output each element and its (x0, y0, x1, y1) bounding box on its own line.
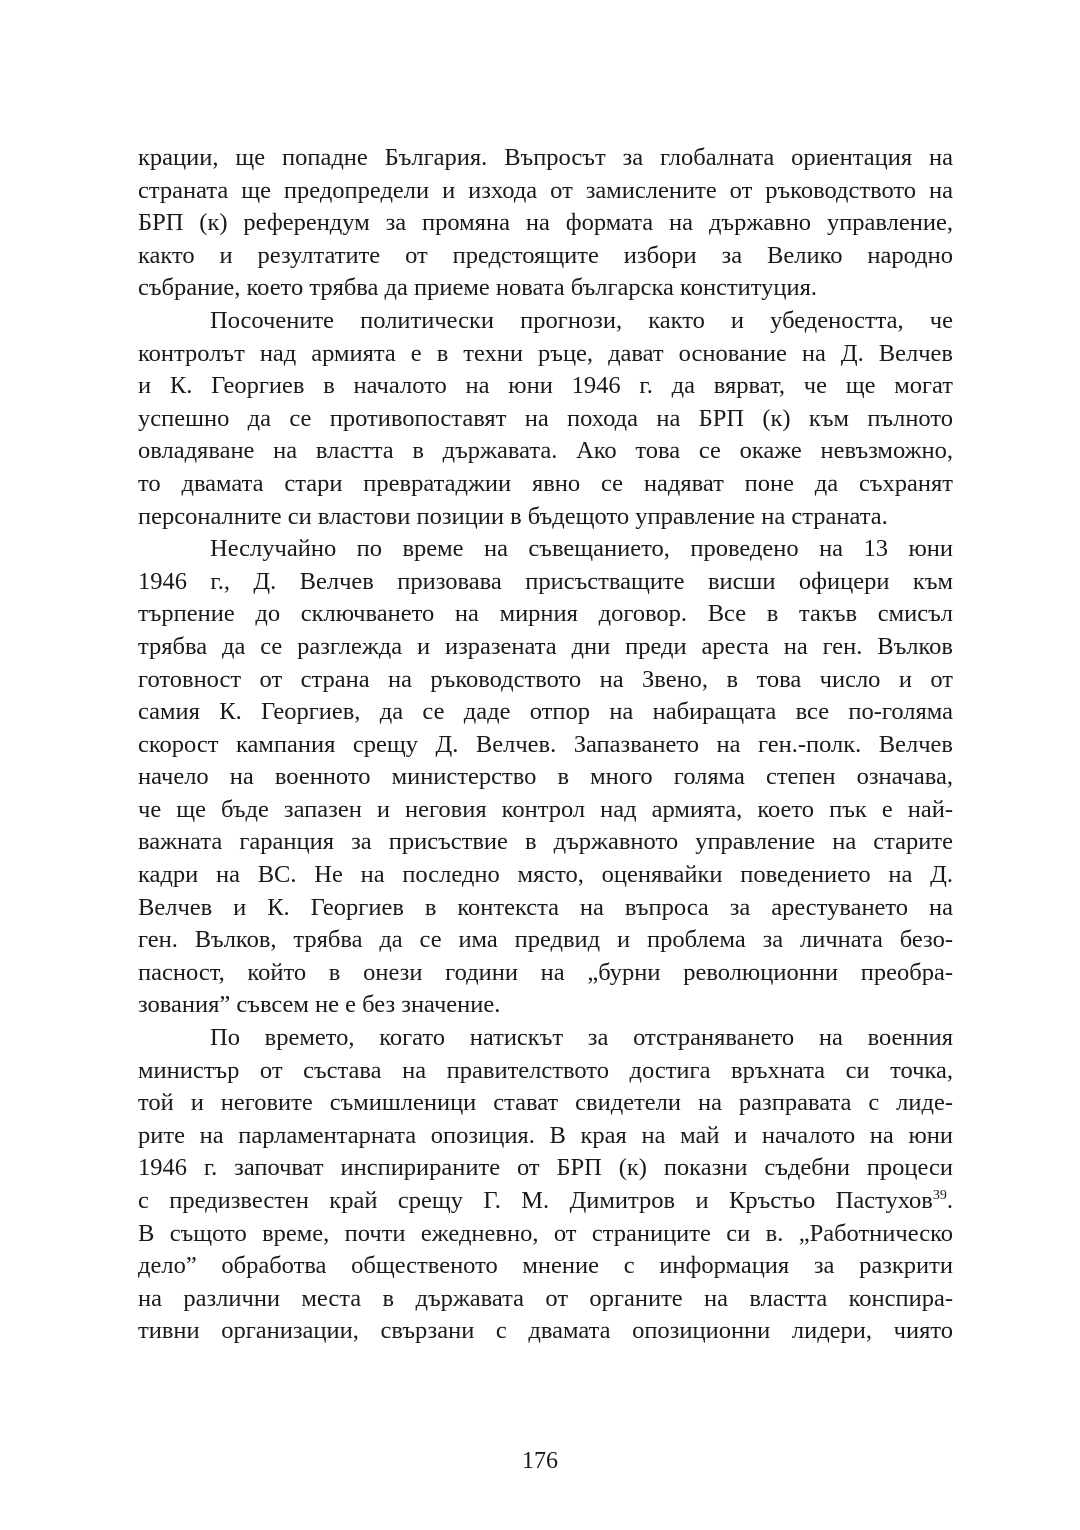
text-line: страната ще предопредели и изхода от замислените от ръководството на (138, 176, 953, 204)
text-line: самия К. Георгиев, да се даде отпор на набиращата все по-голяма (138, 698, 953, 726)
text-line: министър от състава на правителството достига връхната си точка, (138, 1056, 953, 1084)
text-line: събрание, което трябва да приеме новата българска конституция. (138, 274, 818, 302)
page-number: 176 (522, 1448, 558, 1474)
paragraph-first-line: По времето, когато натискът за отстраняването на военния (210, 1024, 953, 1052)
text-line: контролът над армията е в техни ръце, дават основание на Д. Велчев (138, 339, 953, 367)
text-line: рите на парламентарната опозиция. В края на май и началото на юни (138, 1121, 953, 1149)
text-line: БРП (к) референдум за промяна на формата на държавно управление, (138, 209, 953, 237)
text-line: на различни места в държавата от органите на властта конспира- (138, 1284, 953, 1312)
text-line: трябва да се разглежда и изразената дни преди ареста на ген. Вълков (138, 632, 953, 660)
text-line: че ще бъде запазен и неговия контрол над армията, което пък е най- (138, 795, 953, 823)
text-line: Велчев и К. Георгиев в контекста на въпроса за арестуването на (138, 893, 953, 921)
text-line: пасност, който в онези години на „бурни революционни преобра- (138, 958, 953, 986)
sentence-period: . (946, 1187, 953, 1214)
paragraph-first-line: Неслучайно по време на съвещанието, проведено на 13 юни (210, 535, 953, 563)
text-line: В същото време, почти ежедневно, от страниците си в. „Работническо (138, 1219, 953, 1247)
footnote-reference: 39 (932, 1188, 947, 1203)
text-line: дело” обработва общественото мнение с информация за разкрити (138, 1252, 953, 1280)
text-line: той и неговите съмишленици стават свидетели на разправата с лиде- (138, 1089, 953, 1117)
text-line: готовност от страна на ръководството на Звено, в това число и от (138, 665, 953, 693)
text-line: успешно да се противопоставят на похода на БРП (к) към пълното (138, 404, 953, 432)
text-line: и К. Георгиев в началото на юни 1946 г. да вярват, че ще могат (138, 372, 953, 400)
text-line-with-footnote (138, 1185, 953, 1218)
text-line: ген. Вълков, трябва да се има предвид и проблема за личната безо- (138, 926, 953, 954)
text-line: 1946 г. започват инспирираните от БРП (к) показни съдебни процеси (138, 1154, 953, 1182)
text-line: 1946 г., Д. Велчев призовава присъстващите висши офицери към (138, 567, 953, 595)
text-line: скорост кампания срещу Д. Велчев. Запазването на ген.-полк. Велчев (138, 730, 953, 758)
text-line: овладяване на властта в държавата. Ако това се окаже невъзможно, (138, 437, 953, 465)
text-line: начело на военното министерство в много голяма степен означава, (138, 763, 953, 791)
text-line-content: с предизвестен край срещу Г. М. Димитров и Кръстьо Пастухов (138, 1187, 933, 1214)
body-text (138, 142, 953, 1348)
paragraph-first-line: Посочените политически прогнози, както и убедеността, че (210, 306, 953, 334)
text-line: зования” съвсем не е без значение. (138, 991, 501, 1019)
text-line: както и резултатите от предстоящите избори за Велико народно (138, 241, 953, 269)
text-line: тивни организации, свързани с двамата опозиционни лидери, чиято (138, 1317, 953, 1345)
text-line: търпение до сключването на мирния договор. Все в такъв смисъл (138, 600, 953, 628)
text-line: крации, ще попадне България. Въпросът за глобалната ориентация на (138, 144, 953, 171)
text-line: то двамата стари превратаджии явно се надяват поне да съхранят (138, 469, 953, 497)
text-line: важната гаранция за присъствие в държавното управление на старите (138, 828, 953, 856)
text-line: персоналните си властови позиции в бъдещото управление на страната. (138, 502, 888, 530)
text-line: кадри на ВС. Не на последно място, оценявайки поведението на Д. (138, 861, 953, 889)
